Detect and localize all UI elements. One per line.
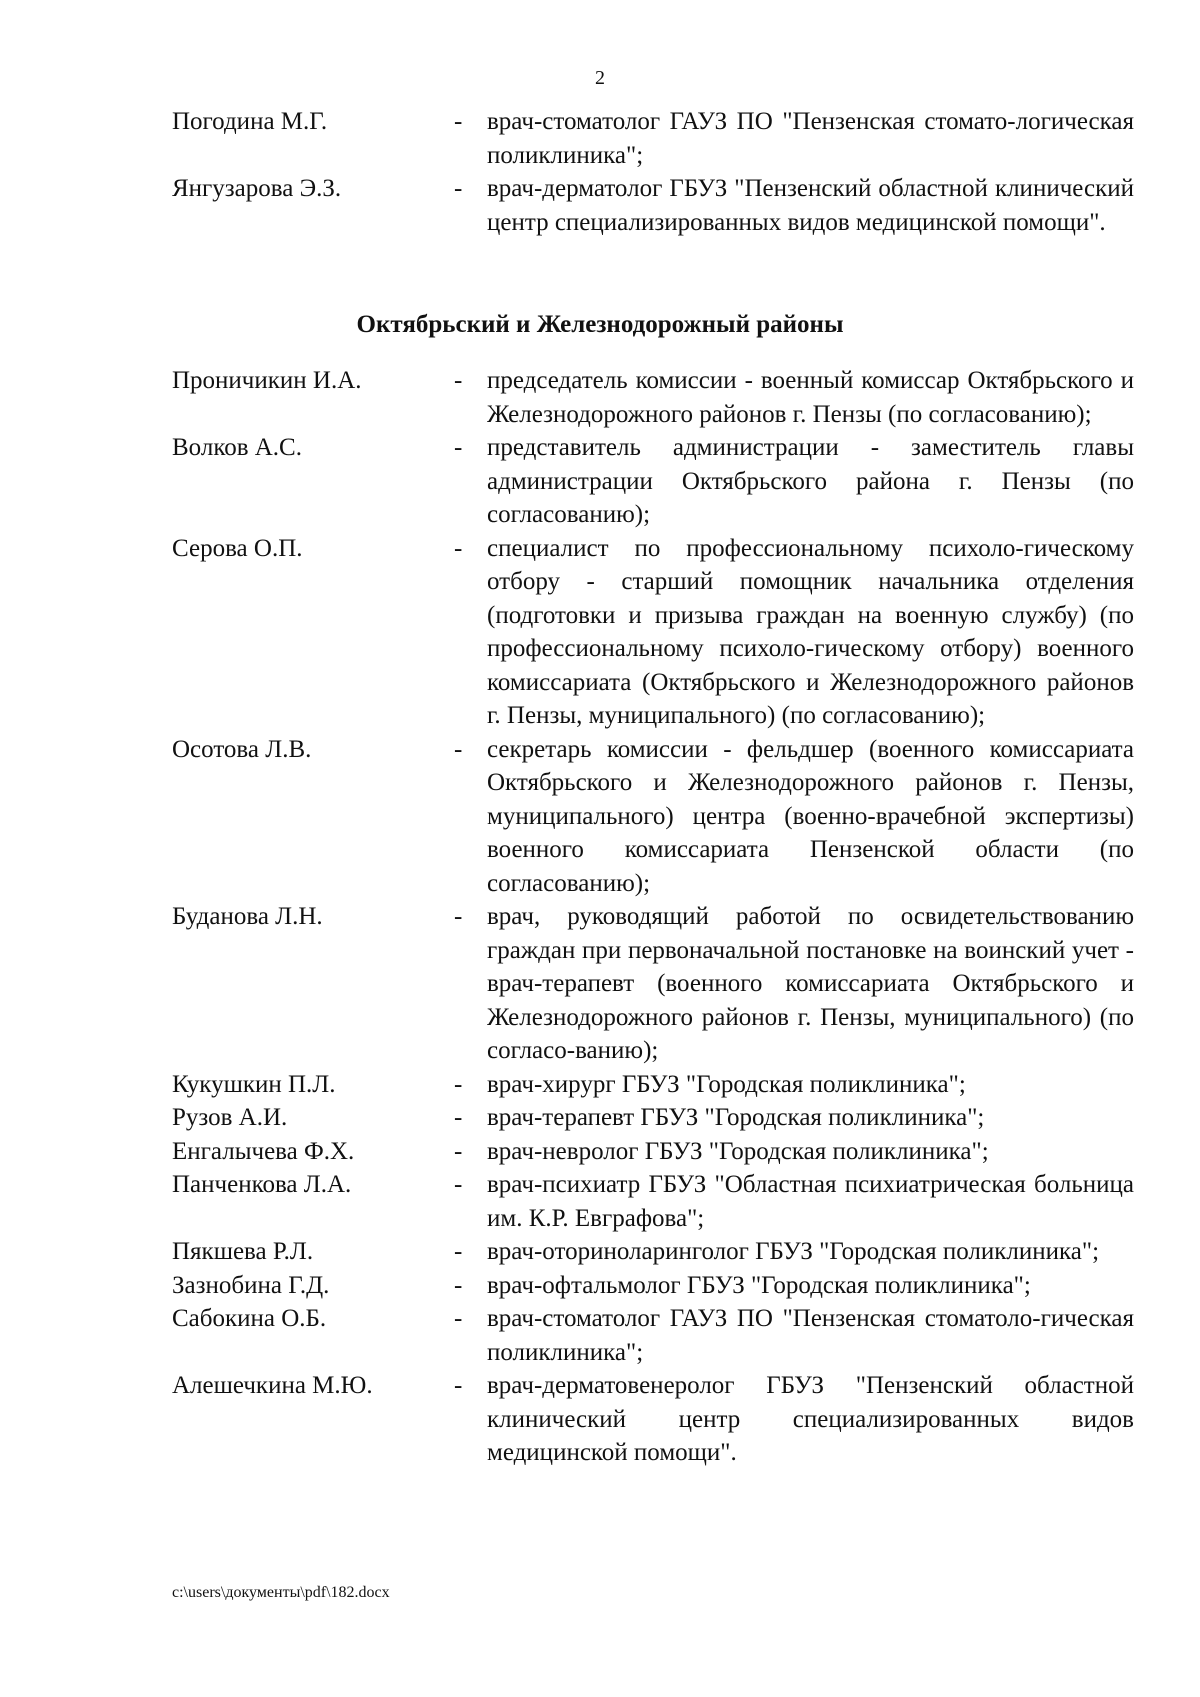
members-list-previous-district (0, 105, 1200, 239)
member-name: Панченкова Л.А. (172, 1171, 352, 1198)
list-item (0, 900, 1200, 1068)
member-role: врач-психиатр ГБУЗ "Областная психиатрическая больница им. К.Р. Евграфова"; (487, 1171, 1134, 1232)
member-name: Серова О.П. (172, 534, 303, 562)
member-role: представитель администрации - заместитель главы администрации Октябрьского района г. Пензы (по согласованию); (487, 434, 1134, 528)
list-item (0, 1135, 1200, 1169)
dash-separator: - (454, 367, 463, 394)
member-name: Буданова Л.Н. (172, 903, 323, 930)
member-name: Сабокина О.Б. (172, 1305, 327, 1332)
member-role: врач-терапевт ГБУЗ "Городская поликлиника"; (487, 1104, 985, 1131)
dash-separator: - (454, 434, 463, 461)
list-item (0, 1302, 1200, 1369)
member-role: врач-офтальмолог ГБУЗ "Городская поликлиника"; (487, 1271, 1031, 1299)
dash-separator: - (454, 1171, 463, 1198)
member-role: врач, руководящий работой по освидетельствованию граждан при первоначальной постановке на воинский учет - врач-терапевт (военного комиссариата Октябрьского и Железнодорожного районов г. Пензы, муниципального) (по согласо-ванию); (487, 903, 1134, 1064)
dash-separator: - (454, 735, 463, 763)
member-role: врач-дерматолог ГБУЗ "Пензенский областной клинический центр специализированных видов медицинской помощи". (487, 175, 1134, 236)
member-name: Погодина М.Г. (172, 108, 328, 135)
list-item (0, 1168, 1200, 1235)
member-name: Проничикин И.А. (172, 367, 362, 394)
list-item (0, 1101, 1200, 1135)
member-name: Рузов А.И. (172, 1104, 288, 1131)
dash-separator: - (454, 108, 463, 135)
member-role: врач-хирург ГБУЗ "Городская поликлиника"; (487, 1070, 966, 1098)
dash-separator: - (454, 1238, 463, 1265)
list-item (0, 364, 1200, 431)
dash-separator: - (454, 1372, 463, 1399)
member-name: Волков А.С. (172, 434, 302, 461)
member-role: секретарь комиссии - фельдшер (военного комиссариата Октябрьского и Железнодорожного районов г. Пензы, муниципального) центра (военно-врачебной экспертизы) военного комиссариата Пензенской области (по согласованию); (487, 735, 1134, 897)
dash-separator: - (454, 1070, 463, 1098)
member-name: Алешечкина М.Ю. (172, 1372, 373, 1399)
list-item (0, 105, 1200, 172)
footer-file-path: c:\users\документы\pdf\182.docx (172, 1584, 390, 1601)
list-item (0, 1269, 1200, 1303)
member-name: Зазнобина Г.Д. (172, 1271, 330, 1299)
member-name: Осотова Л.В. (172, 735, 312, 763)
list-item (0, 1369, 1200, 1470)
member-role: председатель комиссии - военный комиссар Октябрьского и Железнодорожного районов г. Пензы (по согласованию); (487, 367, 1134, 428)
list-item (0, 431, 1200, 532)
list-item (0, 1235, 1200, 1269)
dash-separator: - (454, 1305, 463, 1332)
member-name: Янгузарова Э.З. (172, 175, 342, 202)
member-role: врач-дерматовенеролог ГБУЗ "Пензенский областной клинический центр специализированных видов медицинской помощи". (487, 1372, 1134, 1466)
members-list-oktyabrsky-zheleznodorozhny (0, 364, 1200, 1470)
dash-separator: - (454, 1137, 463, 1165)
member-name: Енгалычева Ф.Х. (172, 1137, 355, 1165)
dash-separator: - (454, 1271, 463, 1299)
list-item (0, 733, 1200, 901)
member-role: врач-оториноларинголог ГБУЗ "Городская поликлиника"; (487, 1238, 1100, 1265)
dash-separator: - (454, 534, 463, 562)
list-item (0, 172, 1200, 239)
list-item (0, 532, 1200, 733)
list-item (0, 1068, 1200, 1102)
dash-separator: - (454, 1104, 463, 1131)
member-name: Пякшева Р.Л. (172, 1238, 314, 1265)
member-name: Кукушкин П.Л. (172, 1070, 336, 1098)
member-role: врач-невролог ГБУЗ "Городская поликлиника"; (487, 1137, 989, 1165)
member-role: врач-стоматолог ГАУЗ ПО "Пензенская стомато-логическая поликлиника"; (487, 108, 1134, 169)
member-role: специалист по профессиональному психоло-гическому отбору - старший помощник начальника отделения (подготовки и призыва граждан на военную службу) (по профессиональному психоло-гическому отбору) военного комиссариата (Октябрьского и Железнодорожного районов г. Пензы, муниципального) (по согласованию); (487, 534, 1134, 729)
dash-separator: - (454, 175, 463, 202)
member-role: врач-стоматолог ГАУЗ ПО "Пензенская стоматоло-гическая поликлиника"; (487, 1305, 1134, 1366)
section-heading: Октябрьский и Железнодорожный районы (356, 311, 844, 338)
page-number: 2 (595, 67, 605, 89)
dash-separator: - (454, 903, 463, 930)
